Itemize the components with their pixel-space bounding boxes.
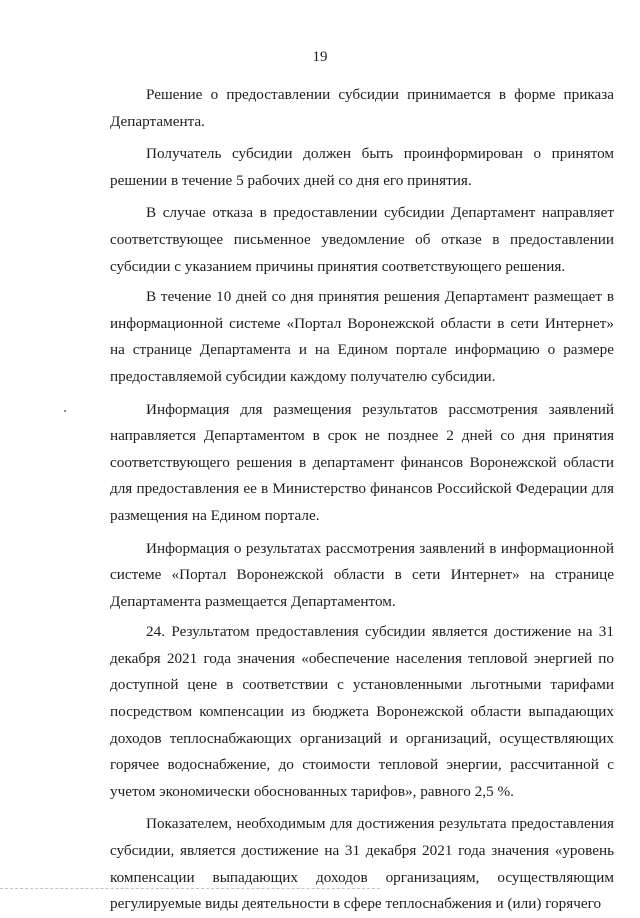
paragraph-portal-publication: В течение 10 дней со дня принятия решения Департамент размещает в информационной системе «Портал Воронежской области в сети Интернет» на странице Департамента и на Едином портале информацию о размере предоставляемой субсидии каждому получателю субсидии. [110, 288, 614, 385]
paragraph-results-submission: Информация для размещения результатов рассмотрения заявлений направляется Департаментом в срок не позднее 2 дней со дня принятия соответствующего решения в департамент финансов Воронежской области для предоставления ее в Министерство финансов Российской Федерации для размещения на Едином портале. [110, 400, 614, 524]
scan-edge-line [0, 888, 380, 889]
document-body [110, 82, 614, 918]
paragraph-subsidy-decision-order: Решение о предоставлении субсидии принимается в форме приказа Департамента. [110, 86, 614, 130]
paragraph-refusal-notice: В случае отказа в предоставлении субсидии Департамент направляет соответствующее письменное уведомление об отказе в предоставлении субсидии с указанием причины принятия соответствующего решения. [110, 204, 614, 275]
paragraph-results-publication: Информация о результатах рассмотрения заявлений в информационной системе «Портал Воронежской области в сети Интернет» на странице Департамента размещается Департаментом. [110, 539, 614, 610]
scan-speck [64, 410, 66, 412]
page-number: 19 [312, 49, 328, 65]
paragraph-recipient-notification: Получатель субсидии должен быть проинформирован о принятом решении в течение 5 рабочих дней со дня его принятия. [110, 145, 614, 189]
paragraph-performance-indicator: Показателем, необходимым для достижения результата предоставления субсидии, является достижение на 31 декабря 2021 года значения «уровень компенсации выпадающих доходов организациям, осуществляющим регулируемые виды деятельности в сфере теплоснабжения и (или) горячего [110, 815, 614, 913]
paragraph-item-24-result: 24. Результатом предоставления субсидии является достижение на 31 декабря 2021 года значения «обеспечение населения тепловой энергией по доступной цене в соответствии с установленными льготными тарифами посредством компенсации из бюджета Воронежской области выпадающих доходов теплоснабжающих организаций и организаций, осуществляющих горячее водоснабжение, до стоимости тепловой энергии, рассчитанной с учетом экономически обоснованных тарифов», равного 2,5 %. [110, 623, 614, 800]
